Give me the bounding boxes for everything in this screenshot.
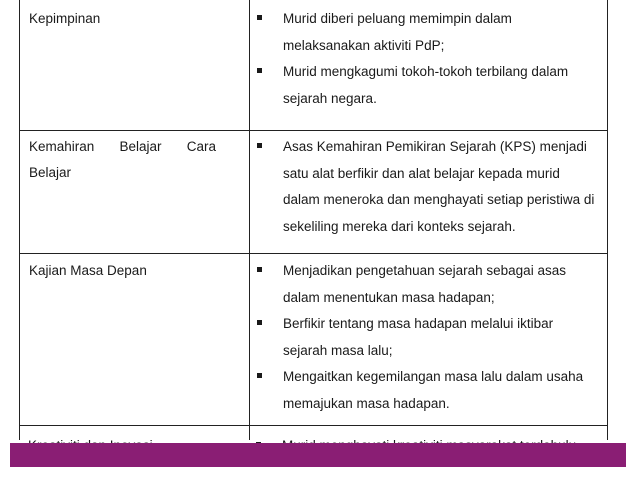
- row-divider: [20, 130, 607, 131]
- list-item: Berfikir tentang masa hadapan melalui iktibar sejarah masa lalu;: [257, 311, 601, 364]
- row-bullets: [257, 258, 601, 417]
- footer-accent-bar: [10, 443, 626, 467]
- list-item: Asas Kemahiran Pemikiran Sejarah (KPS) menjadi satu alat berfikir dan alat belajar kepada murid dalam meneroka dan menghayati setiap peristiwa di sekeliling mereka dari konteks sejarah.: [257, 134, 601, 240]
- list-item: Murid diberi peluang memimpin dalam melaksanakan aktiviti PdP;: [257, 6, 601, 59]
- bullet-icon: [257, 267, 262, 272]
- row-label: Kajian Masa Depan: [29, 263, 147, 278]
- bullet-icon: [257, 320, 262, 325]
- cutoff-row: [19, 433, 606, 443]
- row-label: Kemahiran Belajar Cara Belajar: [29, 139, 216, 180]
- row-bullets: [257, 6, 601, 112]
- bullet-icon: [257, 15, 262, 20]
- row-bullets: [257, 134, 601, 240]
- bullet-icon: [257, 68, 262, 73]
- list-item: Murid mengkagumi tokoh-tokoh terbilang dalam sejarah negara.: [257, 59, 601, 112]
- bullet-icon: [257, 143, 262, 148]
- row-label: Kepimpinan: [29, 11, 101, 26]
- row-divider: [20, 253, 607, 254]
- content-table: [19, 0, 608, 440]
- column-divider: [249, 0, 250, 440]
- list-item: Menjadikan pengetahuan sejarah sebagai asas dalam menentukan masa hadapan;: [257, 258, 601, 311]
- bullet-icon: [257, 373, 262, 378]
- list-item: Mengaitkan kegemilangan masa lalu dalam usaha memajukan masa hadapan.: [257, 364, 601, 417]
- row-divider: [20, 425, 607, 426]
